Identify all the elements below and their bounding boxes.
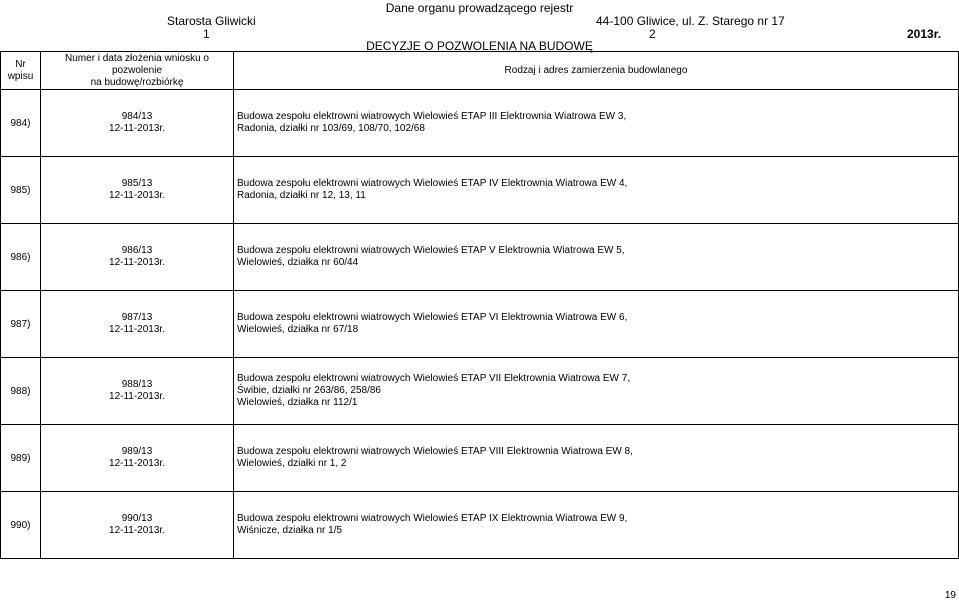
application-cell [41,492,234,559]
header-num-line1: Numer i data złożenia wniosku o pozwolenie [65,52,209,76]
application-date: 12-11-2013r. [109,190,165,201]
entry-number: 987) [1,291,41,358]
header-desc-label: Rodzaj i adres zamierzenia budowlanego [504,64,688,76]
description-cell [234,157,959,224]
header-entry-number [1,52,41,90]
application-date: 12-11-2013r. [109,458,165,469]
description-line: Świbie, działki nr 263/86, 258/86 [237,385,381,396]
application-date: 12-11-2013r. [109,123,165,134]
description-line: Budowa zespołu elektrowni wiatrowych Wielowieś ETAP VII Elektrownia Wiatrowa EW 7, [237,373,631,384]
application-date: 12-11-2013r. [109,525,165,536]
description-line: Budowa zespołu elektrowni wiatrowych Wielowieś ETAP V Elektrownia Wiatrowa EW 5, [237,245,625,256]
description-line: Budowa zespołu elektrowni wiatrowych Wielowieś ETAP IX Elektrownia Wiatrowa EW 9, [237,513,628,524]
section-title: DECYZJE O POZWOLENIA NA BUDOWĘ [366,39,593,53]
description-line: Budowa zespołu elektrowni wiatrowych Wielowieś ETAP VI Elektrownia Wiatrowa EW 6, [237,312,628,323]
description-cell [234,291,959,358]
description-line: Wiśnicze, działka nr 1/5 [237,525,343,536]
description-line: Budowa zespołu elektrowni wiatrowych Wielowieś ETAP VIII Elektrownia Wiatrowa EW 8, [237,446,633,457]
application-number: 990/13 [121,513,153,524]
application-cell [41,358,234,425]
entry-number: 986) [1,224,41,291]
application-cell [41,157,234,224]
table-header-row [1,52,959,90]
description-line: Budowa zespołu elektrowni wiatrowych Wielowieś ETAP III Elektrownia Wiatrowa EW 3, [237,111,627,122]
header-nr-line2: wpisu [7,70,34,82]
table-row [1,224,959,291]
application-number: 984/13 [121,111,153,122]
application-cell [41,90,234,157]
header-description [234,52,959,90]
entry-number: 989) [1,425,41,492]
table-row [1,291,959,358]
application-number: 989/13 [121,446,153,457]
organ-title: Dane organu prowadzącego rejestr [385,1,574,15]
table-row [1,358,959,425]
column-number-1: 1 [203,27,210,41]
description-line: Budowa zespołu elektrowni wiatrowych Wielowieś ETAP IV Elektrownia Wiatrowa EW 4, [237,178,628,189]
register-table [0,51,959,559]
description-line: Radonia, działki nr 12, 13, 11 [237,190,366,201]
description-cell [234,425,959,492]
description-line: Wielowieś, działka nr 112/1 [237,397,358,408]
description-cell [234,90,959,157]
description-line: Wielowieś, działki nr 1, 2 [237,458,347,469]
application-number: 987/13 [121,312,153,323]
application-cell [41,224,234,291]
application-date: 12-11-2013r. [109,324,165,335]
page-number: 19 [944,590,956,601]
description-cell [234,224,959,291]
table-row [1,492,959,559]
description-cell [234,492,959,559]
application-date: 12-11-2013r. [109,391,165,402]
description-line: Wielowieś, działka nr 60/44 [237,257,359,268]
table-row [1,157,959,224]
header-application-number [41,52,234,90]
organ-name: Starosta Gliwicki [167,14,256,28]
organ-address: 44-100 Gliwice, ul. Z. Starego nr 17 [596,14,785,28]
description-line: Wielowieś, działka nr 67/18 [237,324,359,335]
entry-number: 985) [1,157,41,224]
header-nr-line1: Nr [15,58,26,70]
entry-number: 984) [1,90,41,157]
entry-number: 990) [1,492,41,559]
table-row [1,90,959,157]
application-cell [41,291,234,358]
table-row [1,425,959,492]
description-line: Radonia, działki nr 103/69, 108/70, 102/68 [237,123,425,134]
header-num-line2: na budowę/rozbiórkę [90,76,184,88]
application-number: 985/13 [121,178,153,189]
column-number-2: 2 [649,27,656,41]
entry-number: 988) [1,358,41,425]
application-cell [41,425,234,492]
application-date: 12-11-2013r. [109,257,165,268]
description-cell [234,358,959,425]
application-number: 986/13 [121,245,153,256]
application-number: 988/13 [121,379,153,390]
register-year: 2013r. [907,27,942,41]
